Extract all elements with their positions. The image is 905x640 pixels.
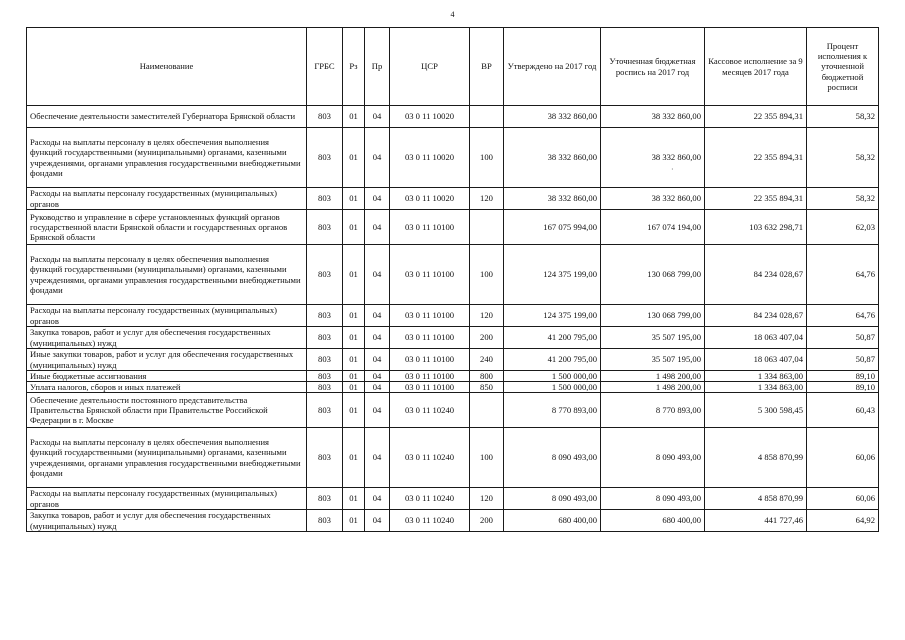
cell-percent: 64,92 [807,510,879,532]
cell-csr: 03 0 11 10100 [390,305,470,327]
cell-percent: 60,06 [807,488,879,510]
cell-grbs: 803 [307,106,343,128]
cell-approved: 8 090 493,00 [504,428,601,488]
cell-csr: 03 0 11 10100 [390,327,470,349]
cell-percent: 60,06 [807,428,879,488]
cell-name: Закупка товаров, работ и услуг для обеспечения государственных (муниципальных) нужд [27,327,307,349]
table-header-row [27,28,879,106]
cell-pr: 04 [365,188,390,210]
cell-vr: 800 [470,371,504,382]
cell-pr: 04 [365,128,390,188]
cell-name: Расходы на выплаты персоналу в целях обеспечения выполнения функций государственными (муниципальными) органами, казенными учреждениями, органами управления государственными внебюджетными фондами [27,428,307,488]
column-header-percent: Процент исполнения к уточненной бюджетной росписи [807,28,879,106]
cell-name: Иные закупки товаров, работ и услуг для обеспечения государственных (муниципальных) нужд [27,349,307,371]
cell-cash: 22 355 894,31 [705,106,807,128]
column-header-name: Наименование [27,28,307,106]
column-header-pr: Пр [365,28,390,106]
table-row [27,510,879,532]
cell-pr: 04 [365,305,390,327]
cell-approved: 124 375 199,00 [504,305,601,327]
cell-updated: 130 068 799,00 [601,245,705,305]
cell-csr: 03 0 11 10240 [390,428,470,488]
table-row [27,305,879,327]
cell-approved: 38 332 860,00 [504,188,601,210]
cell-grbs: 803 [307,428,343,488]
cell-grbs: 803 [307,488,343,510]
cell-cash: 1 334 863,00 [705,371,807,382]
cell-percent: 89,10 [807,371,879,382]
cell-name: Расходы на выплаты персоналу в целях обеспечения выполнения функций государственными (муниципальными) органами, казенными учреждениями, органами управления государственными внебюджетными фондами [27,245,307,305]
cell-name: Расходы на выплаты персоналу государственных (муниципальных) органов [27,188,307,210]
cell-name: Иные бюджетные ассигнования [27,371,307,382]
cell-rz: 01 [343,305,365,327]
cell-rz: 01 [343,245,365,305]
cell-rz: 01 [343,188,365,210]
cell-percent: 62,03 [807,210,879,245]
table-row [27,488,879,510]
cell-grbs: 803 [307,510,343,532]
table-row [27,371,879,382]
cell-approved: 38 332 860,00 [504,128,601,188]
cell-percent: 60,43 [807,393,879,428]
cell-vr: 120 [470,188,504,210]
cell-csr: 03 0 11 10240 [390,488,470,510]
cell-rz: 01 [343,349,365,371]
cell-pr: 04 [365,428,390,488]
cell-cash: 18 063 407,04 [705,327,807,349]
page-number: 4 [450,10,455,19]
cell-updated: 38 332 860,00 [601,128,705,188]
cell-approved: 124 375 199,00 [504,245,601,305]
cell-vr: 850 [470,382,504,393]
cell-cash: 5 300 598,45 [705,393,807,428]
table-row [27,382,879,393]
cell-vr: 120 [470,305,504,327]
cell-name: Расходы на выплаты персоналу государственных (муниципальных) органов [27,305,307,327]
cell-updated: 1 498 200,00 [601,371,705,382]
cell-cash: 4 858 870,99 [705,488,807,510]
cell-csr: 03 0 11 10100 [390,245,470,305]
cell-pr: 04 [365,349,390,371]
cell-percent: 50,87 [807,349,879,371]
cell-csr: 03 0 11 10100 [390,210,470,245]
cell-approved: 1 500 000,00 [504,371,601,382]
cell-pr: 04 [365,210,390,245]
column-header-rz: Рз [343,28,365,106]
cell-grbs: 803 [307,210,343,245]
cell-rz: 01 [343,210,365,245]
cell-cash: 103 632 298,71 [705,210,807,245]
cell-rz: 01 [343,371,365,382]
cell-approved: 1 500 000,00 [504,382,601,393]
cell-cash: 22 355 894,31 [705,128,807,188]
cell-updated: 35 507 195,00 [601,349,705,371]
table-row [27,188,879,210]
cell-percent: 58,32 [807,106,879,128]
cell-updated: 130 068 799,00 [601,305,705,327]
cell-updated: 38 332 860,00 [601,106,705,128]
table-row [27,428,879,488]
cell-csr: 03 0 11 10020 [390,106,470,128]
cell-pr: 04 [365,245,390,305]
cell-vr: 200 [470,510,504,532]
cell-approved: 41 200 795,00 [504,327,601,349]
cell-grbs: 803 [307,128,343,188]
column-header-grbs: ГРБС [307,28,343,106]
cell-pr: 04 [365,327,390,349]
cell-updated: 1 498 200,00 [601,382,705,393]
cell-vr: 100 [470,245,504,305]
cell-name: Обеспечение деятельности заместителей Губернатора Брянской области [27,106,307,128]
budget-execution-table [26,27,879,532]
column-header-approved: Утверждено на 2017 год [504,28,601,106]
cell-cash: 84 234 028,67 [705,305,807,327]
cell-csr: 03 0 11 10020 [390,188,470,210]
cell-vr [470,106,504,128]
cell-pr: 04 [365,106,390,128]
cell-grbs: 803 [307,349,343,371]
column-header-csr: ЦСР [390,28,470,106]
cell-rz: 01 [343,393,365,428]
cell-grbs: 803 [307,327,343,349]
cell-vr: 200 [470,327,504,349]
cell-cash: 84 234 028,67 [705,245,807,305]
cell-pr: 04 [365,382,390,393]
cell-updated: 8 770 893,00 [601,393,705,428]
cell-rz: 01 [343,382,365,393]
cell-vr: 100 [470,128,504,188]
cell-approved: 680 400,00 [504,510,601,532]
table-row [27,245,879,305]
table-row [27,349,879,371]
cell-vr [470,210,504,245]
cell-updated: 38 332 860,00 [601,188,705,210]
cell-updated: 35 507 195,00 [601,327,705,349]
cell-name: Расходы на выплаты персоналу в целях обеспечения выполнения функций государственными (муниципальными) органами, казенными учреждениями, органами управления государственными внебюджетными фондами [27,128,307,188]
cell-name: Расходы на выплаты персоналу государственных (муниципальных) органов [27,488,307,510]
cell-csr: 03 0 11 10100 [390,349,470,371]
cell-approved: 8 770 893,00 [504,393,601,428]
cell-csr: 03 0 11 10100 [390,371,470,382]
cell-rz: 01 [343,428,365,488]
cell-approved: 8 090 493,00 [504,488,601,510]
cell-cash: 22 355 894,31 [705,188,807,210]
cell-percent: 89,10 [807,382,879,393]
cell-updated: 167 074 194,00 [601,210,705,245]
scan-speck-mark: · [671,165,674,174]
cell-approved: 38 332 860,00 [504,106,601,128]
cell-pr: 04 [365,510,390,532]
cell-pr: 04 [365,393,390,428]
cell-approved: 167 075 994,00 [504,210,601,245]
cell-cash: 4 858 870,99 [705,428,807,488]
cell-percent: 50,87 [807,327,879,349]
cell-pr: 04 [365,488,390,510]
column-header-updated: Уточненная бюджетная роспись на 2017 год [601,28,705,106]
cell-name: Обеспечение деятельности постоянного представительства Правительства Брянской области при Правительстве Российской Федерации в г. Москве [27,393,307,428]
cell-cash: 18 063 407,04 [705,349,807,371]
cell-grbs: 803 [307,305,343,327]
table-row [27,128,879,188]
cell-vr: 100 [470,428,504,488]
cell-name: Закупка товаров, работ и услуг для обеспечения государственных (муниципальных) нужд [27,510,307,532]
cell-grbs: 803 [307,188,343,210]
cell-percent: 58,32 [807,128,879,188]
cell-grbs: 803 [307,245,343,305]
column-header-vr: ВР [470,28,504,106]
table-row [27,210,879,245]
cell-rz: 01 [343,128,365,188]
cell-csr: 03 0 11 10240 [390,393,470,428]
cell-approved: 41 200 795,00 [504,349,601,371]
cell-rz: 01 [343,327,365,349]
cell-name: Уплата налогов, сборов и иных платежей [27,382,307,393]
cell-updated: 8 090 493,00 [601,488,705,510]
cell-updated: 8 090 493,00 [601,428,705,488]
cell-rz: 01 [343,106,365,128]
cell-updated: 680 400,00 [601,510,705,532]
cell-vr: 120 [470,488,504,510]
cell-name: Руководство и управление в сфере установленных функций органов государственной власти Брянской области и государственных органов Брянской области [27,210,307,245]
cell-grbs: 803 [307,393,343,428]
cell-rz: 01 [343,488,365,510]
cell-vr [470,393,504,428]
cell-csr: 03 0 11 10240 [390,510,470,532]
cell-percent: 58,32 [807,188,879,210]
cell-percent: 64,76 [807,245,879,305]
column-header-cash: Кассовое исполнение за 9 месяцев 2017 года [705,28,807,106]
cell-pr: 04 [365,371,390,382]
cell-percent: 64,76 [807,305,879,327]
cell-cash: 441 727,46 [705,510,807,532]
cell-grbs: 803 [307,371,343,382]
table-row [27,393,879,428]
cell-csr: 03 0 11 10020 [390,128,470,188]
cell-vr: 240 [470,349,504,371]
table-row [27,106,879,128]
cell-csr: 03 0 11 10100 [390,382,470,393]
cell-rz: 01 [343,510,365,532]
table-row [27,327,879,349]
cell-grbs: 803 [307,382,343,393]
cell-cash: 1 334 863,00 [705,382,807,393]
